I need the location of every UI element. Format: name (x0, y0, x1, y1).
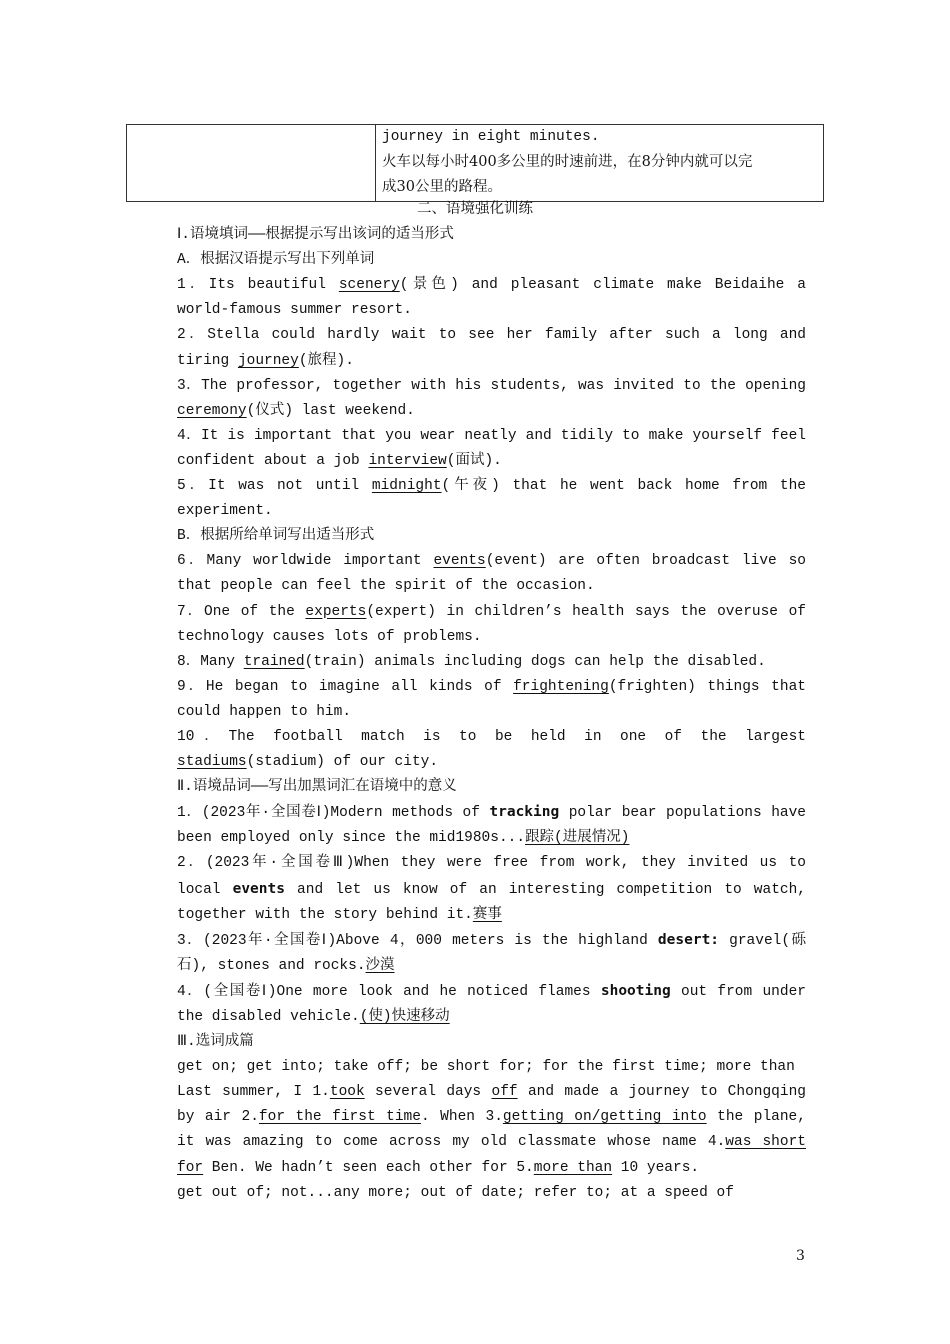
word-bank-1: get on; get into; take off; be short for; for the first time; more than (177, 1059, 795, 1076)
part1-sub-b: B．根据所给单词写出适当形式 (177, 528, 375, 545)
q10-text-a: 10．The football match is to be held in one of the largest (177, 728, 806, 745)
p2q2-answer: 赛事 (472, 906, 502, 923)
passage-text: . When 3. (420, 1109, 503, 1126)
question-8 (144, 650, 806, 675)
table-line-chinese-2: 成30公里的路程。 (382, 179, 502, 195)
part1-title: Ⅰ.语境填词——根据提示写出该词的适当形式 (177, 227, 454, 244)
part3-title: Ⅲ.选词成篇 (177, 1034, 254, 1051)
q5-answer: midnight (371, 478, 442, 495)
table-cell-empty (127, 125, 376, 202)
word-bank-2: get out of; not...any more; out of date; refer to; at a speed of (177, 1184, 734, 1201)
part2-question-4 (144, 979, 806, 1030)
part2-question-1 (144, 800, 806, 851)
q3-text-a: 3．The professor, together with his students, was invited to the opening (177, 377, 806, 394)
part2-question-3 (144, 928, 806, 979)
q10-answer: stadiums (177, 754, 247, 771)
q4-text-a: 4．It is important that you wear neatly and tidily to make yourself feel confident about a job (177, 427, 806, 469)
p2q4-answer: (使)快速移动 (359, 1009, 450, 1025)
q2-text-b: (旅程). (298, 352, 354, 369)
q8-text-b: (train) animals including dogs can help the disabled. (304, 653, 766, 670)
part1-sub-a: A．根据汉语提示写出下列单词 (177, 252, 375, 269)
q9-text-b: (frighten) things that could happen to him. (177, 678, 806, 720)
p2q2-bold-word: events (232, 880, 285, 897)
q7-answer: experts (305, 603, 367, 620)
q4-answer: interview (368, 452, 447, 469)
table-line-chinese-1: 火车以每小时400多公里的时速前进，在8分钟内就可以完 (382, 154, 753, 170)
q4-text-b: (面试). (446, 452, 502, 469)
question-1 (144, 273, 806, 323)
question-4 (144, 424, 806, 474)
table-line-english: journey in eight minutes. (382, 129, 600, 145)
p2q2-text-a: 2．(2023年·全国卷Ⅲ)When they were free from work, they invited us to local (177, 855, 806, 898)
passage-answer-4: was short for (177, 1134, 806, 1176)
passage-text: and made a journey to Chongqing by air 2. (177, 1084, 806, 1126)
question-6 (144, 549, 806, 599)
p2q4-text-a: 4．(全国卷Ⅰ)One more look and he noticed flames (177, 983, 601, 1000)
passage-answer-1b: off (491, 1084, 518, 1101)
q9-answer: frightening (513, 678, 609, 695)
question-3 (144, 374, 806, 424)
q5-text-b: (午夜) that he went back home from the experiment. (177, 478, 806, 520)
page-number: 3 (796, 1248, 805, 1264)
passage-answer-2: for the first time (258, 1109, 421, 1126)
passage-text: the plane, it was amazing to come across my old classmate whose name 4. (177, 1109, 806, 1151)
q10-text-b: (stadium) of our city. (246, 754, 439, 771)
section-title: 二、语境强化训练 (417, 202, 533, 218)
table-cell-text (376, 125, 824, 202)
q3-text-b: (仪式) last weekend. (246, 402, 415, 419)
q6-answer: events (433, 553, 486, 570)
continued-table (126, 124, 824, 202)
p2q3-bold-word: desert: (657, 931, 720, 948)
passage-text: several days (364, 1084, 492, 1101)
p2q4-bold-word: shooting (600, 982, 671, 999)
q2-answer: journey (237, 352, 299, 369)
p2q1-text-a: 1．(2023年·全国卷Ⅰ)Modern methods of (177, 805, 490, 822)
passage-text: Ben. We hadn’t seen each other for 5. (203, 1159, 534, 1176)
p2q3-text-b: gravel(砾石), stones and rocks. (177, 932, 806, 974)
q7-text-b: (expert) in children’s health says the overuse of technology causes lots of problems. (177, 603, 807, 645)
p2q3-answer: 沙漠 (365, 957, 395, 974)
question-10 (144, 725, 806, 775)
passage-answer-1a: took (329, 1084, 365, 1101)
question-9 (144, 675, 806, 725)
question-7 (144, 600, 806, 650)
q1-text-a: 1．Its beautiful (177, 277, 339, 294)
p2q1-text-b: polar bear populations have been employed only since the mid1980s... (177, 805, 806, 847)
content (144, 198, 806, 1206)
passage-text: Last summer, I 1. (177, 1084, 330, 1101)
q5-text-a: 5．It was not until (177, 478, 372, 495)
q8-text-a: 8．Many (177, 653, 244, 670)
q1-text-b: (景色) and pleasant climate make Beidaihe a world-famous summer resort. (177, 277, 806, 319)
question-5 (144, 474, 806, 524)
p2q4-text-b: out from under the disabled vehicle. (177, 983, 806, 1025)
p2q3-text-a: 3．(2023年·全国卷Ⅰ)Above 4，000 meters is the highland (177, 932, 658, 949)
question-2 (144, 323, 806, 373)
q3-answer: ceremony (177, 402, 247, 419)
passage-answer-3: getting on/getting into (502, 1109, 707, 1126)
passage-text: 10 years. (612, 1159, 700, 1176)
q7-text-a: 7．One of the (177, 603, 306, 620)
q6-text-a: 6．Many worldwide important (177, 553, 434, 570)
passage (144, 1080, 806, 1180)
p2q1-answer: 跟踪(进展情况) (525, 830, 630, 847)
q9-text-a: 9．He began to imagine all kinds of (177, 678, 514, 695)
q8-answer: trained (243, 653, 305, 670)
passage-answer-5: more than (533, 1159, 613, 1176)
p2q2-text-b: and let us know of an interesting competition to watch, together with the story behind it. (177, 881, 806, 923)
q2-text-a: 2．Stella could hardly wait to see her family after such a long and tiring (177, 327, 806, 369)
part2-title: Ⅱ.语境品词——写出加黑词汇在语境中的意义 (177, 779, 457, 796)
q6-text-b: (event) are often broadcast live so that people can feel the spirit of the occasion. (177, 553, 806, 595)
q1-answer: scenery (338, 277, 400, 294)
p2q1-bold-word: tracking (489, 804, 560, 821)
part2-question-2 (144, 851, 806, 927)
